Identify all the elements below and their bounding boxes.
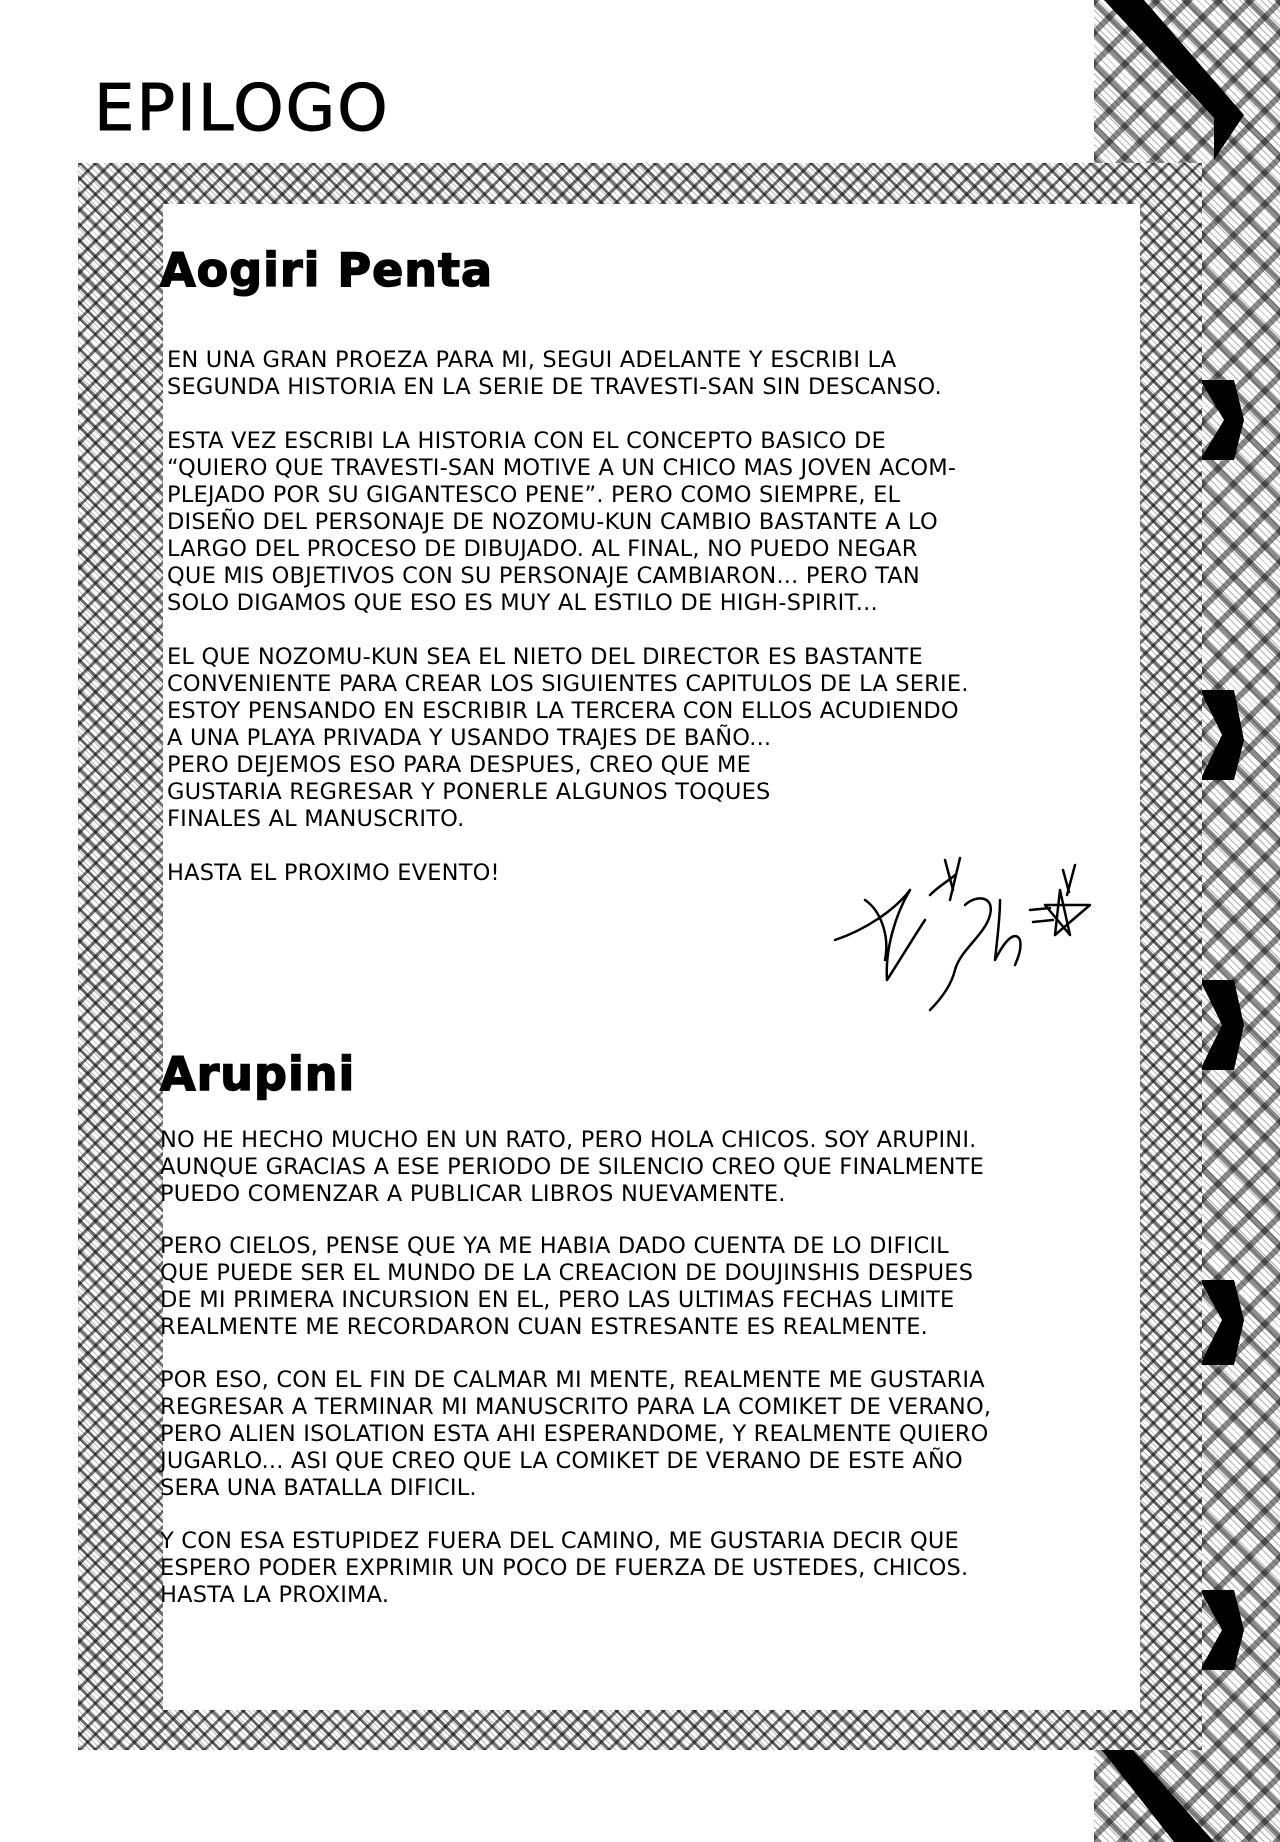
chevron-icon [1200, 1590, 1244, 1670]
section-heading-arupini: Arupini [160, 1047, 356, 1101]
chevron-icon [1200, 690, 1244, 780]
signature [825, 840, 1100, 1015]
paragraph: POR ESO, CON EL FIN DE CALMAR MI MENTE, REALMENTE ME GUSTARIA REGRESAR A TERMINAR MI MANUSCRITO PARA LA COMIKET DE VERANO, PERO ALIEN ISOLATION ESTA AHI ESPERANDOME, Y REALMENTE QUIERO JUGARLO... ASI QUE CREO QUE LA COMIKET DE VERANO DE ESTE AÑO SERA UNA BATALLA DIFICIL. [160, 1367, 992, 1501]
paragraph: PERO CIELOS, PENSE QUE YA ME HABIA DADO CUENTA DE LO DIFICIL QUE PUEDE SER EL MUNDO DE LA CREACION DE DOUJINSHIS DESPUES DE MI PRIMERA INCURSION EN EL, PERO LAS ULTIMAS FECHAS LIMITE REALMENTE ME RECORDARON CUAN ESTRESANTE ES REALMENTE. [160, 1233, 974, 1340]
chevron-icon [1200, 980, 1244, 1070]
paragraph: Y CON ESA ESTUPIDEZ FUERA DEL CAMINO, ME GUSTARIA DECIR QUE ESPERO PODER EXPRIMIR UN POCO DE FUERZA DE USTEDES, CHICOS. HASTA LA PROXIMA. [160, 1528, 969, 1608]
chevron-icon [1104, 0, 1244, 160]
chevron-icon [1094, 1740, 1214, 1842]
paragraph: NO HE HECHO MUCHO EN UN RATO, PERO HOLA CHICOS. SOY ARUPINI. AUNQUE GRACIAS A ESE PERIODO DE SILENCIO CREO QUE FINALMENTE PUEDO COMENZAR A PUBLICAR LIBROS NUEVAMENTE. [160, 1127, 985, 1207]
chevron-icon [1200, 380, 1244, 460]
chevron-icon [1200, 1280, 1244, 1365]
paragraph: EN UNA GRAN PROEZA PARA MI, SEGUI ADELANTE Y ESCRIBI LA SEGUNDA HISTORIA EN LA SERIE DE TRAVESTI-SAN SIN DESCANSO. [167, 347, 942, 400]
paragraph: ESTA VEZ ESCRIBI LA HISTORIA CON EL CONCEPTO BASICO DE “QUIERO QUE TRAVESTI-SAN MOTIVE A UN CHICO MAS JOVEN ACOM- PLEJADO POR SU GIGANTESCO PENE”. PERO COMO SIEMPRE, EL DISEÑO DEL PERSONAJE DE NOZOMU-KUN CAMBIO BASTANTE A LO LARGO DEL PROCESO DE DIBUJADO. AL FINAL, NO PUEDO NEGAR QUE MIS OBJETIVOS CON SU PERSONAJE CAMBIARON... PERO TAN SOLO DIGAMOS QUE ESO ES MUY AL ESTILO DE HIGH-SPIRIT... [167, 428, 957, 616]
page-title: EPILOGO [94, 72, 390, 146]
section-heading-aogiri-penta: Aogiri Penta [160, 243, 494, 297]
paragraph: EL QUE NOZOMU-KUN SEA EL NIETO DEL DIRECTOR ES BASTANTE CONVENIENTE PARA CREAR LOS SIGUIENTES CAPITULOS DE LA SERIE. ESTOY PENSANDO EN ESCRIBIR LA TERCERA CON ELLOS ACUDIENDO A UNA PLAYA PRIVADA Y USANDO TRAJES DE BAÑO... PERO DEJEMOS ESO PARA DESPUES, CREO QUE ME GUSTARIA REGRESAR Y PONERLE ALGUNOS TOQUES FINALES AL MANUSCRITO. [167, 644, 969, 832]
paragraph: HASTA EL PROXIMO EVENTO! [167, 860, 500, 886]
